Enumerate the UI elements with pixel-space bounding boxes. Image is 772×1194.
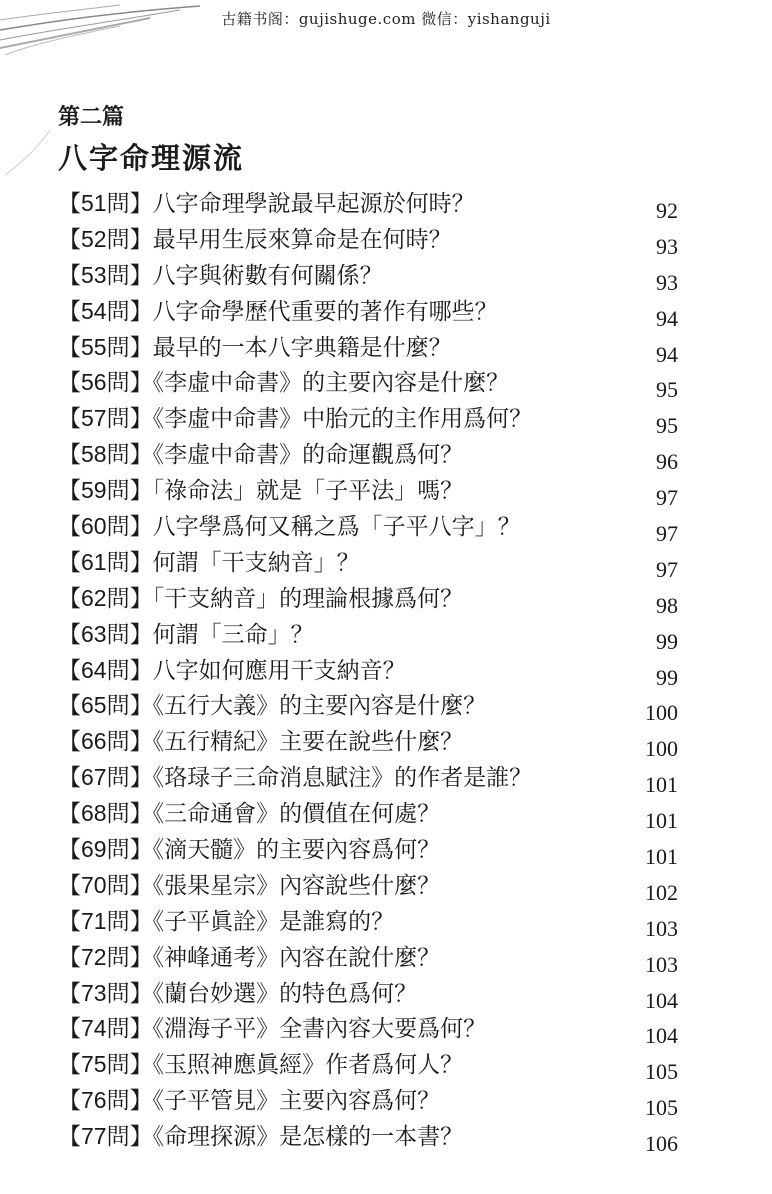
- toc-entry: [58, 976, 678, 1012]
- toc-entry: [58, 437, 678, 473]
- toc-question-text: 《五行精紀》主要在說些什麼？: [152, 729, 464, 756]
- toc-page-number: 105: [645, 1095, 678, 1121]
- toc-question: 【63問】何謂「三命」？: [58, 620, 314, 648]
- toc-question-text: 最早的一本八字典籍是什麼？: [152, 334, 452, 361]
- toc-entry: [58, 904, 678, 940]
- toc-question: 【56問】《李虛中命書》的主要內容是什麼？: [58, 369, 510, 397]
- toc-question-text: 最早用生辰來算命是在何時？: [152, 226, 452, 253]
- toc-question-number: 77問: [81, 1123, 130, 1150]
- toc-entry: [58, 186, 678, 222]
- toc-page-number: 95: [656, 413, 678, 439]
- toc-page-number: 99: [656, 664, 678, 690]
- toc-question-number: 74問: [81, 1015, 130, 1042]
- toc-question-number: 65問: [81, 692, 130, 719]
- toc-question-text: 《子平管見》主要內容爲何？: [152, 1088, 441, 1115]
- toc-page-number: 94: [656, 341, 678, 367]
- toc-entry: [58, 1083, 678, 1119]
- toc-question-text: 《玉照神應眞經》作者爲何人？: [152, 1052, 464, 1079]
- toc-page-number: 93: [656, 269, 678, 295]
- toc-question: 【73問】《蘭台妙選》的特色爲何？: [58, 979, 418, 1007]
- toc-question-text: 《李虛中命書》的主要內容是什麼？: [152, 370, 510, 397]
- toc-question-number: 59問: [81, 477, 130, 504]
- toc-page-number: 103: [645, 951, 678, 977]
- toc-question: 【61問】何謂「干支納音」？: [58, 548, 360, 576]
- toc-question: 【65問】《五行大義》的主要內容是什麼？: [58, 692, 487, 720]
- toc-question: 【75問】《玉照神應眞經》作者爲何人？: [58, 1051, 464, 1079]
- toc-question-number: 60問: [81, 513, 130, 540]
- toc-question-number: 66問: [81, 728, 130, 755]
- toc-entry: [58, 258, 678, 294]
- toc-question: 【70問】《張果星宗》內容說些什麼？: [58, 871, 441, 899]
- toc-question: 【77問】《命理探源》是怎樣的一本書？: [58, 1123, 464, 1151]
- toc-question: 【67問】《珞琭子三命消息賦注》的作者是誰？: [58, 764, 533, 792]
- toc-entry: [58, 581, 678, 617]
- toc-question-number: 73問: [81, 979, 130, 1006]
- toc-question-number: 54問: [81, 297, 130, 324]
- toc-question-number: 58問: [81, 441, 130, 468]
- toc-question-text: 何謂「三命」？: [152, 621, 314, 648]
- toc-question-text: 《神峰通考》內容在說什麼？: [152, 944, 441, 971]
- toc-page-number: 97: [656, 521, 678, 547]
- toc-entry: [58, 509, 678, 545]
- toc-question: 【76問】《子平管見》主要內容爲何？: [58, 1087, 441, 1115]
- toc-page-number: 99: [656, 628, 678, 654]
- toc-question-number: 56問: [81, 369, 130, 396]
- toc-question: 【62問】「干支納音」的理論根據爲何？: [58, 584, 464, 612]
- toc-question-text: 八字學爲何又稱之爲「子平八字」？: [152, 514, 521, 541]
- toc-entry: [58, 724, 678, 760]
- toc-entry: [58, 473, 678, 509]
- toc-question-text: 八字與術數有何關係？: [152, 262, 383, 289]
- toc-page-number: 104: [645, 987, 678, 1013]
- toc-entry: [58, 653, 678, 689]
- toc-question-number: 69問: [81, 836, 130, 863]
- toc-page-number: 97: [656, 485, 678, 511]
- toc-page-number: 101: [645, 844, 678, 870]
- section-title: 八字命理源流: [58, 141, 245, 175]
- toc-entry: [58, 294, 678, 330]
- toc-question-number: 70問: [81, 871, 130, 898]
- table-of-contents: [58, 186, 678, 1155]
- toc-entry: [58, 330, 678, 366]
- toc-question-text: 《珞琭子三命消息賦注》的作者是誰？: [152, 765, 533, 792]
- toc-entry: [58, 365, 678, 401]
- toc-question: 【58問】《李虛中命書》的命運觀爲何？: [58, 441, 464, 469]
- toc-page-number: 106: [645, 1131, 678, 1157]
- toc-page-number: 98: [656, 592, 678, 618]
- toc-question-number: 51問: [81, 190, 130, 216]
- toc-page-number: 100: [645, 736, 678, 762]
- toc-question: 【53問】八字與術數有何關係？: [58, 261, 383, 289]
- toc-page-number: 95: [656, 377, 678, 403]
- toc-question-number: 61問: [81, 548, 130, 575]
- toc-question-number: 57問: [81, 405, 130, 432]
- toc-question-text: 《李虛中命書》的命運觀爲何？: [152, 442, 464, 469]
- toc-entry: [58, 868, 678, 904]
- part-label: 第二篇: [58, 105, 125, 130]
- toc-page-number: 93: [656, 233, 678, 259]
- toc-question-number: 68問: [81, 800, 130, 827]
- toc-question-text: 八字如何應用干支納音？: [152, 657, 406, 684]
- toc-question: 【52問】最早用生辰來算命是在何時？: [58, 225, 452, 253]
- toc-question: 【60問】八字學爲何又稱之爲「子平八字」？: [58, 513, 521, 541]
- toc-question-number: 63問: [81, 620, 130, 647]
- toc-question: 【66問】《五行精紀》主要在說些什麼？: [58, 728, 464, 756]
- toc-page-number: 94: [656, 305, 678, 331]
- toc-question-text: 八字命理學說最早起源於何時？: [152, 191, 475, 217]
- toc-page-number: 97: [656, 556, 678, 582]
- toc-question: 【72問】《神峰通考》內容在說什麼？: [58, 943, 441, 971]
- toc-question-number: 72問: [81, 943, 130, 970]
- toc-question: 【64問】八字如何應用干支納音？: [58, 656, 406, 684]
- toc-question: 【59問】「祿命法」就是「子平法」嗎？: [58, 477, 464, 505]
- toc-question-text: 《淵海子平》全書內容大要爲何？: [152, 1016, 487, 1043]
- toc-entry: [58, 401, 678, 437]
- toc-page-number: 102: [645, 879, 678, 905]
- toc-page-number: 105: [645, 1059, 678, 1085]
- toc-question: 【74問】《淵海子平》全書內容大要爲何？: [58, 1015, 487, 1043]
- toc-entry: [58, 545, 678, 581]
- toc-question-number: 52問: [81, 225, 130, 252]
- toc-entry: [58, 1119, 678, 1155]
- toc-question: 【71問】《子平眞詮》是誰寫的？: [58, 907, 395, 935]
- toc-question-number: 67問: [81, 764, 130, 791]
- toc-question: 【54問】八字命學歷代重要的著作有哪些？: [58, 297, 498, 325]
- toc-question-number: 75問: [81, 1051, 130, 1078]
- toc-question-text: 《三命通會》的價值在何處？: [152, 801, 441, 828]
- toc-question: 【69問】《滴天髓》的主要內容爲何？: [58, 836, 441, 864]
- toc-question-text: 何謂「干支納音」？: [152, 549, 360, 576]
- toc-question-text: 《蘭台妙選》的特色爲何？: [152, 980, 418, 1007]
- toc-question-text: 《命理探源》是怎樣的一本書？: [152, 1124, 464, 1151]
- toc-question: 【51問】八字命理學說最早起源於何時？: [58, 190, 475, 217]
- toc-page-number: 92: [656, 198, 678, 223]
- toc-question-number: 62問: [81, 584, 130, 611]
- toc-question-text: 「祿命法」就是「子平法」嗎？: [152, 478, 464, 505]
- toc-question-number: 64問: [81, 656, 130, 683]
- toc-entry: [58, 940, 678, 976]
- toc-question: 【55問】最早的一本八字典籍是什麼？: [58, 333, 452, 361]
- toc-question-text: 《李虛中命書》中胎元的主作用爲何？: [152, 406, 533, 433]
- toc-entry: [58, 617, 678, 653]
- toc-question-text: 《子平眞詮》是誰寫的？: [152, 908, 395, 935]
- toc-entry: [58, 222, 678, 258]
- toc-page-number: 96: [656, 449, 678, 475]
- toc-question-number: 53問: [81, 261, 130, 288]
- toc-entry: [58, 1047, 678, 1083]
- toc-question-number: 76問: [81, 1087, 130, 1114]
- toc-page-number: 100: [645, 700, 678, 726]
- toc-question-text: 《五行大義》的主要內容是什麼？: [152, 693, 487, 720]
- toc-question-number: 55問: [81, 333, 130, 360]
- watermark-header: 古籍书阁：gujishuge.com 微信：yishanguji: [221, 10, 551, 28]
- toc-page-number: 101: [645, 772, 678, 798]
- toc-question-text: 《滴天髓》的主要內容爲何？: [152, 837, 441, 864]
- toc-page-number: 104: [645, 1023, 678, 1049]
- toc-page-number: 103: [645, 915, 678, 941]
- toc-question-text: 八字命學歷代重要的著作有哪些？: [152, 298, 498, 325]
- toc-question-text: 「干支納音」的理論根據爲何？: [152, 585, 464, 612]
- toc-question: 【68問】《三命通會》的價值在何處？: [58, 800, 441, 828]
- toc-question: 【57問】《李虛中命書》中胎元的主作用爲何？: [58, 405, 533, 433]
- toc-entry: [58, 832, 678, 868]
- toc-entry: [58, 1011, 678, 1047]
- toc-entry: [58, 796, 678, 832]
- toc-question-text: 《張果星宗》內容說些什麼？: [152, 872, 441, 899]
- toc-question-number: 71問: [81, 907, 130, 934]
- toc-entry: [58, 688, 678, 724]
- toc-page-number: 101: [645, 808, 678, 834]
- toc-entry: [58, 760, 678, 796]
